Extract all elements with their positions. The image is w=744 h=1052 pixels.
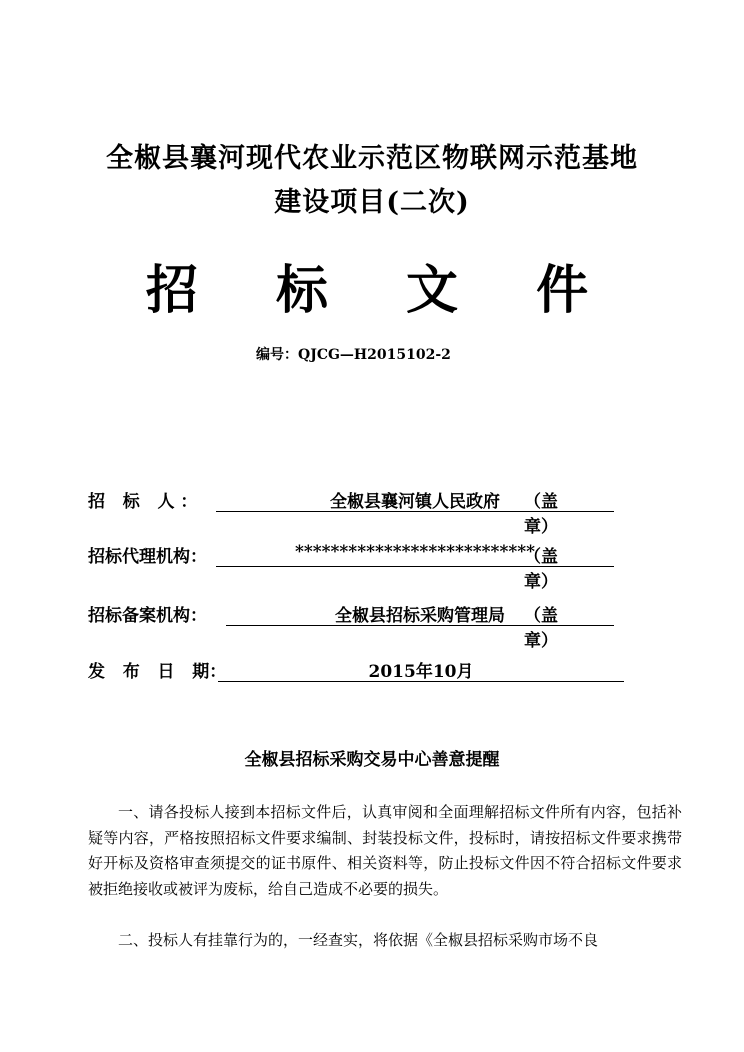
- notice-title: 全椒县招标采购交易中心善意提醒: [244, 750, 500, 770]
- date-label: 发 布 日 期：: [88, 662, 227, 682]
- filing-value: 全椒县招标采购管理局: [226, 601, 614, 626]
- filing-seal: （盖章）: [524, 606, 558, 651]
- title-line-2: 建设项目(二次): [274, 187, 470, 218]
- notice-paragraph-1: 一、请各投标人接到本招标文件后，认真审阅和全面理解招标文件所有内容，包括补疑等内容，严格按照招标文件要求编制、封装投标文件，投标时，请按招标文件要求携带好开标及资格审查须提交的证书原件、相关资料等，防止投标文件因不符合招标文件要求被拒绝接收或被评为废标，给自己造成不必要的损失。: [88, 803, 682, 898]
- filing-label: 招标备案机构：: [88, 606, 207, 626]
- title-line-1: 全椒县襄河现代农业示范区物联网示范基地: [106, 143, 638, 174]
- notice-paragraph-2: 二、投标人有挂靠行为的，一经查实，将依据《全椒县招标采购市场不良: [118, 931, 599, 949]
- agency-value: ***************************: [216, 542, 614, 567]
- tenderer-label: 招 标 人 ：: [88, 492, 198, 512]
- document-type-heading: 招 标 文 件: [145, 260, 619, 321]
- agency-label: 招标代理机构：: [88, 547, 207, 567]
- tenderer-value: 全椒县襄河镇人民政府: [216, 487, 614, 512]
- date-value: 2015年10月: [218, 657, 624, 682]
- document-number: 编号：QJCG—H2015102-2: [256, 347, 451, 363]
- agency-seal: （盖章）: [524, 547, 558, 592]
- tenderer-seal: （盖章）: [524, 492, 558, 537]
